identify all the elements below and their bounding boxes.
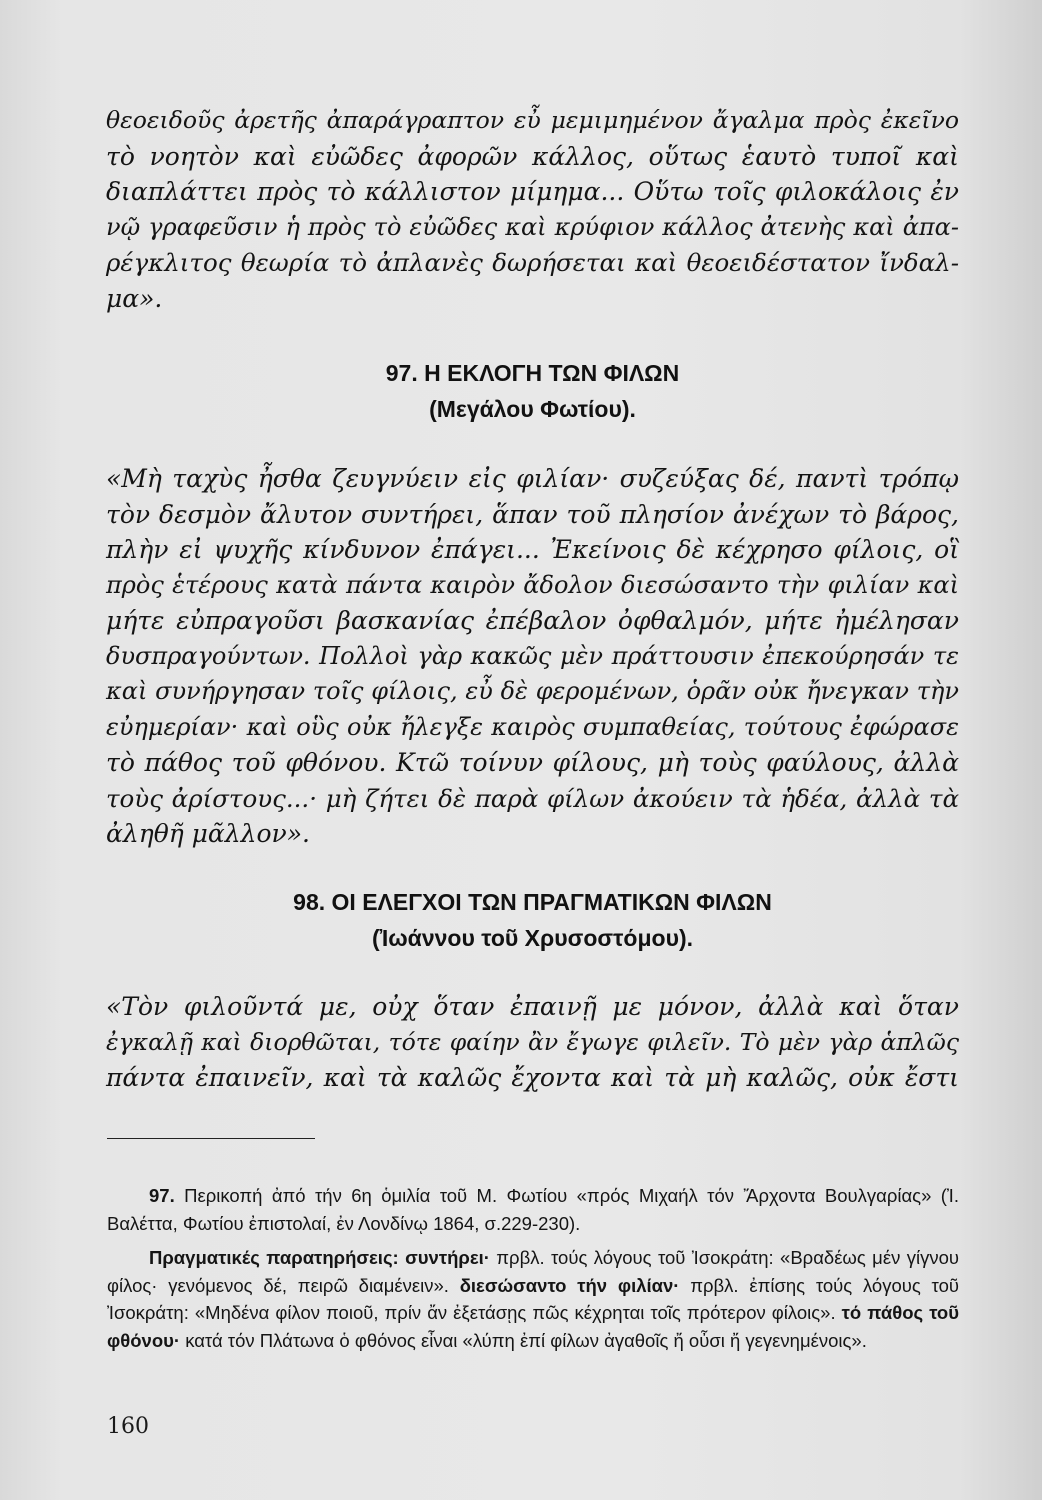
remark-text: κατά τόν Πλάτωνα ὁ φθόνος εἶναι «λύπη ἐπί φίλων ἀγαθοῖς ἤ οὖσι ἤ γεγενημένοις».: [180, 1329, 867, 1351]
footnote-97: [107, 1182, 959, 1237]
text-line: διαπλάττει πρὸς τὸ κάλλιστον μίμημα... Οὕτω τοῖς φιλοκάλοις ἐν: [106, 177, 959, 206]
remark-term: διεσώσαντο τήν φιλίαν·: [459, 1274, 680, 1296]
text-line: θεοειδοῦς ἀρετῆς ἀπαράγραπτον εὖ μεμιμημένον ἄγαλμα πρὸς ἐκεῖνο: [106, 106, 959, 134]
text-line: δυσπραγούντων. Πολλοὶ γὰρ κακῶς μὲν πράττουσιν ἐπεκούρησάν τε: [106, 641, 959, 670]
text-line: «Μὴ ταχὺς ἦσθα ζευγνύειν εἰς φιλίαν· συζεύξας δέ, παντὶ τρόπῳ: [106, 464, 959, 493]
text-line: καὶ συνήργησαν τοῖς φίλοις, εὖ δὲ φερομένων, ὁρᾶν οὐκ ἤνεγκαν τὴν: [106, 677, 959, 705]
page-number: 160: [107, 1414, 149, 1439]
text-line: τὸ νοητὸν καὶ εὐῶδες ἀφορῶν κάλλος, οὕτως ἑαυτὸ τυποῖ καὶ: [106, 141, 959, 171]
text-line: εὐημερίαν· καὶ οὓς οὐκ ἤλεγξε καιρὸς συμπαθείας, τούτους ἐφώρασε: [106, 712, 959, 741]
text-line: ρέγκλιτος θεωρία τὸ ἀπλανὲς δωρήσεται καὶ θεοειδέστατον ἴνδαλ-: [106, 248, 959, 277]
footnotes: [107, 1182, 959, 1361]
text-line: τὸν δεσμὸν ἄλυτον συντήρει, ἅπαν τοῦ πλησίον ἀνέχων τὸ βάρος,: [106, 499, 959, 529]
section-98-body: [106, 989, 959, 1096]
section-98-title: 98. ΟΙ ΕΛΕΓΧΟΙ ΤΩΝ ΠΡΑΓΜΑΤΙΚΩΝ ΦΙΛΩΝ: [293, 889, 772, 915]
section-97-body: [106, 461, 959, 852]
footnote-number: 97.: [149, 1185, 175, 1206]
text-line: ἐγκαλῇ καὶ διορθῶται, τότε φαίην ἂν ἔγωγε φιλεῖν. Τὸ μὲν γὰρ ἁπλῶς: [106, 1027, 959, 1056]
remark-text: πρβλ. τούς λόγους τοῦ Ἰσοκράτη: «Βραδέως μέν γίγνου φίλος· γενόμενος δέ, πειρῶ διαμένειν».: [107, 1247, 959, 1296]
section-98-heading: [106, 884, 959, 956]
remark-term: τό πάθος τοῦ φθόνου·: [107, 1302, 959, 1351]
footnote-text: Περικοπή ἀπό τήν 6η ὁμιλία τοῦ Μ. Φωτίου «πρός Μιχαήλ τόν Ἄρχοντα Βουλγαρίας» (Ἰ. Βαλέττα, Φωτίου ἐπιστολαί, ἐν Λονδίνῳ 1864, σ.229-230).: [107, 1185, 959, 1234]
remark-text: πρβλ. ἐπίσης τούς λόγους τοῦ Ἰσοκράτη: «Μηδένα φίλον ποιοῦ, πρίν ἄν ἐξετάσῃς πῶς κέχρηται τοῖς πρότερον φίλοις».: [107, 1274, 959, 1323]
section-97-title: 97. Η ΕΚΛΟΓΗ ΤΩΝ ΦΙΛΩΝ: [385, 360, 680, 386]
section-97-heading: [106, 355, 959, 427]
text-line: μα».: [106, 283, 163, 313]
text-line: ἀληθῆ μᾶλλον».: [106, 819, 310, 848]
opening-paragraph: [106, 103, 959, 316]
text-line: τοὺς ἀρίστους...· μὴ ζήτει δὲ παρὰ φίλων ἀκούειν τὰ ἡδέα, ἀλλὰ τὰ: [106, 783, 959, 813]
text-line: πρὸς ἑτέρους κατὰ πάντα καιρὸν ἄδολον διεσώσαντο τὴν φιλίαν καὶ: [106, 570, 959, 599]
section-98-subtitle: (Ἰωάννου τοῦ Χρυσοστόμου).: [371, 925, 694, 951]
text-line: τὸ πάθος τοῦ φθόνου. Κτῶ τοίνυν φίλους, μὴ τοὺς φαύλους, ἀλλὰ: [106, 748, 959, 777]
footnote-remarks: [107, 1244, 959, 1354]
remark-term: Πραγματικές παρατηρήσεις: συντήρει·: [149, 1247, 490, 1268]
text-line: πλὴν εἰ ψυχῆς κίνδυνον ἐπάγει... Ἐκείνοις δὲ κέχρησο φίλοις, οἳ: [106, 535, 959, 564]
text-line: νῷ γραφεῦσιν ἡ πρὸς τὸ εὐῶδες καὶ κρύφιον κάλλος ἀτενὴς καὶ ἀπα-: [106, 212, 959, 241]
section-97-subtitle: (Μεγάλου Φωτίου).: [429, 396, 636, 422]
footnote-divider: [107, 1138, 315, 1139]
text-line: πάντα ἐπαινεῖν, καὶ τὰ καλῶς ἔχοντα καὶ τὰ μὴ καλῶς, οὐκ ἔστι: [106, 1063, 959, 1092]
text-line: μήτε εὐπραγοῦσι βασκανίας ἐπέβαλον ὀφθαλμόν, μήτε ἠμέλησαν: [106, 606, 959, 635]
text-line: «Τὸν φιλοῦντά με, οὐχ ὅταν ἐπαινῇ με μόνον, ἀλλὰ καὶ ὅταν: [106, 992, 959, 1021]
